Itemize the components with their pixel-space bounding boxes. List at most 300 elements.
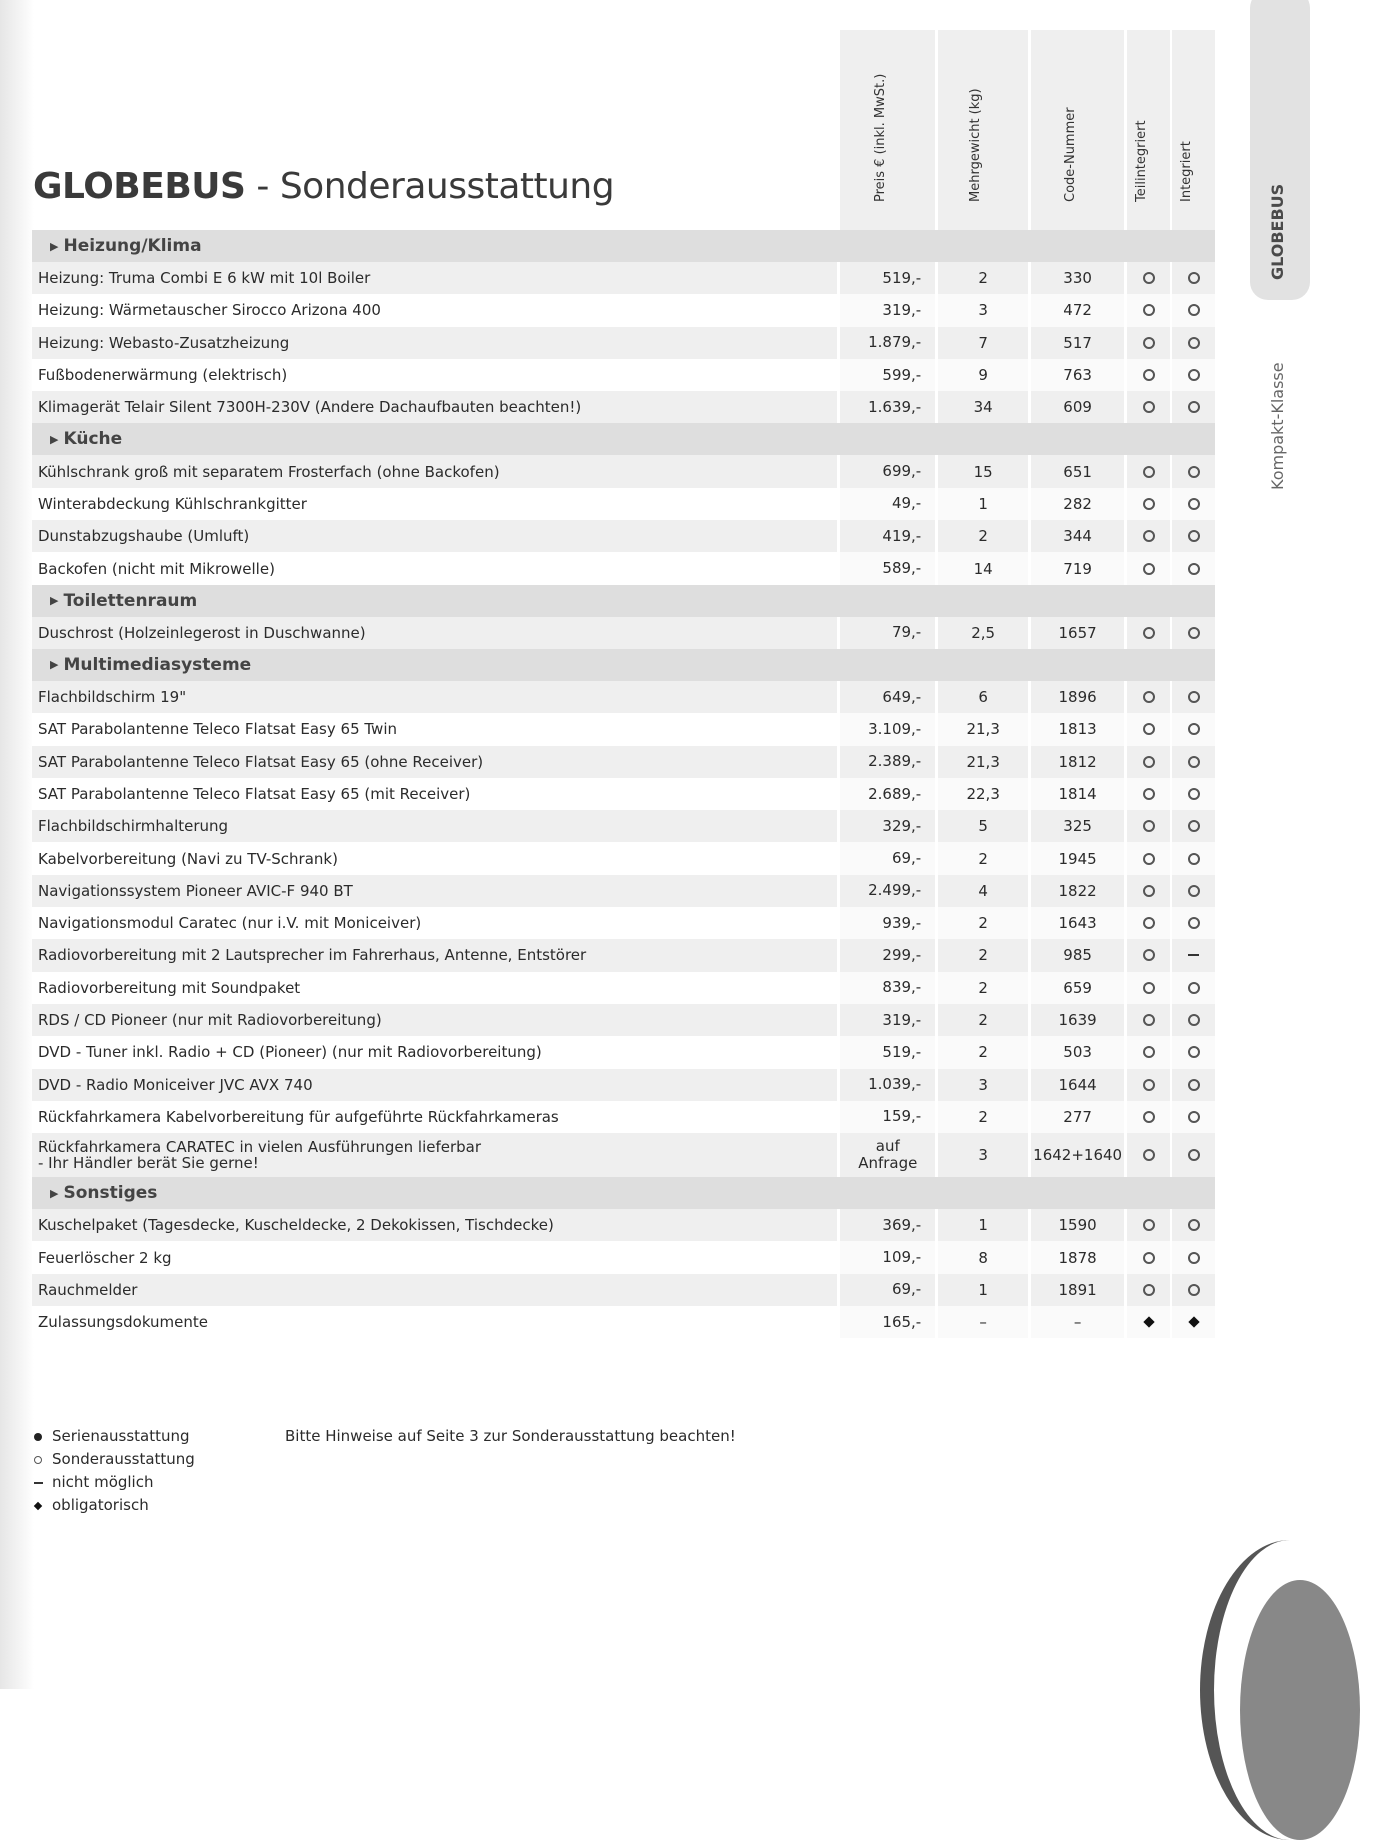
row-weight: 34 [938,391,1028,423]
table-row [32,359,1215,391]
row-teilintegriert [1127,1274,1170,1306]
row-weight: 21,3 [938,746,1028,778]
row-weight: 2 [938,972,1028,1004]
section-title: Multimediasysteme [63,654,252,675]
circle-icon [1188,1252,1200,1264]
section-header [32,423,1215,455]
row-code: 651 [1031,455,1124,487]
row-teilintegriert [1127,391,1170,423]
row-price-line: auf [875,1137,900,1156]
row-description: Heizung: Wärmetauscher Sirocco Arizona 400 [32,294,837,326]
row-integriert [1172,552,1215,584]
row-weight: 6 [938,681,1028,713]
row-code: 1813 [1031,713,1124,745]
row-teilintegriert [1127,810,1170,842]
row-teilintegriert [1127,1133,1170,1177]
table-row [32,907,1215,939]
circle-icon [1188,1014,1200,1026]
table-row [32,681,1215,713]
circle-icon [1143,369,1155,381]
table-row [32,1069,1215,1101]
row-price: 79,- [840,617,935,649]
side-tab-label: GLOBEBUS [1268,183,1287,280]
legend-marker [32,1433,44,1441]
section-title: Toilettenraum [63,590,198,611]
circle-icon [1188,530,1200,542]
row-weight: 1 [938,488,1028,520]
row-description: Fußbodenerwärmung (elektrisch) [32,359,837,391]
triangle-right-icon: ▶ [50,594,59,608]
row-description: DVD - Tuner inkl. Radio + CD (Pioneer) (nur mit Radiovorbereitung) [32,1036,837,1068]
row-price: 589,- [840,552,935,584]
row-weight: 5 [938,810,1028,842]
row-code: 1945 [1031,842,1124,874]
row-code: 325 [1031,810,1124,842]
row-weight: 2 [938,262,1028,294]
row-description: Dunstabzugshaube (Umluft) [32,520,837,552]
row-price: 49,- [840,488,935,520]
row-integriert [1172,391,1215,423]
equipment-table [32,230,1215,1338]
circle-icon [1143,1252,1155,1264]
dot-icon [34,1433,42,1441]
row-description: Kühlschrank groß mit separatem Frosterfach (ohne Backofen) [32,455,837,487]
table-row [32,1036,1215,1068]
row-integriert [1172,842,1215,874]
row-description: Flachbildschirmhalterung [32,810,837,842]
table-row [32,972,1215,1004]
row-price: 69,- [840,1274,935,1306]
row-description: SAT Parabolantenne Teleco Flatsat Easy 65 Twin [32,713,837,745]
row-description: Kuschelpaket (Tagesdecke, Kuscheldecke, 2 Dekokissen, Tischdecke) [32,1209,837,1241]
row-code: 344 [1031,520,1124,552]
row-code: 472 [1031,294,1124,326]
decorative-swoosh [1200,1540,1380,1840]
circle-icon [1188,1079,1200,1091]
circle-icon [1143,1111,1155,1123]
row-teilintegriert [1127,713,1170,745]
row-weight: 1 [938,1209,1028,1241]
table-row [32,778,1215,810]
row-price: 519,- [840,1036,935,1068]
table-row [32,713,1215,745]
row-integriert [1172,778,1215,810]
section-header [32,649,1215,681]
row-code: 659 [1031,972,1124,1004]
circle-icon [1188,466,1200,478]
table-row [32,1004,1215,1036]
row-price: 2.389,- [840,746,935,778]
circle-icon [1143,1079,1155,1091]
column-header-integriert [1172,30,1215,230]
circle-icon [1188,304,1200,316]
row-teilintegriert [1127,681,1170,713]
row-description: Radiovorbereitung mit Soundpaket [32,972,837,1004]
row-integriert [1172,810,1215,842]
circle-icon [1188,627,1200,639]
row-price: 329,- [840,810,935,842]
side-class-label: Kompakt-Klasse [1268,362,1287,490]
row-teilintegriert [1127,1241,1170,1273]
row-weight: 2,5 [938,617,1028,649]
row-code: 1878 [1031,1241,1124,1273]
table-row [32,391,1215,423]
circle-icon [1143,756,1155,768]
table-row [32,1274,1215,1306]
diamond-icon [1188,1316,1199,1327]
row-code: 282 [1031,488,1124,520]
row-price: 1.639,- [840,391,935,423]
row-teilintegriert [1127,939,1170,971]
row-code: 277 [1031,1101,1124,1133]
table-row [32,1101,1215,1133]
circle-icon [1143,723,1155,735]
row-weight: 8 [938,1241,1028,1273]
row-price: 109,- [840,1241,935,1273]
row-integriert [1172,1274,1215,1306]
row-integriert [1172,1036,1215,1068]
row-description: Rückfahrkamera Kabelvorbereitung für aufgeführte Rückfahrkameras [32,1101,837,1133]
table-row [32,520,1215,552]
row-code: 1643 [1031,907,1124,939]
row-teilintegriert [1127,552,1170,584]
row-price: 3.109,- [840,713,935,745]
diamond-icon [34,1501,42,1509]
table-row [32,939,1215,971]
circle-icon [1143,1149,1155,1161]
table-row [32,1209,1215,1241]
table-row [32,617,1215,649]
row-code: 1891 [1031,1274,1124,1306]
side-tab-globebus[interactable] [1250,0,1310,300]
circle-icon [1143,401,1155,413]
circle-icon [1143,563,1155,575]
circle-icon [1143,1284,1155,1296]
row-weight: 2 [938,520,1028,552]
row-description: SAT Parabolantenne Teleco Flatsat Easy 65 (ohne Receiver) [32,746,837,778]
table-row [32,810,1215,842]
circle-icon [1143,530,1155,542]
row-integriert [1172,1004,1215,1036]
circle-icon [1188,788,1200,800]
legend-marker [32,1503,44,1509]
circle-icon [1188,1284,1200,1296]
row-description: Navigationsmodul Caratec (nur i.V. mit Moniceiver) [32,907,837,939]
title-brand: GLOBEBUS [33,166,246,207]
row-integriert [1172,359,1215,391]
row-teilintegriert [1127,842,1170,874]
row-description: Duschrost (Holzeinlegerost in Duschwanne) [32,617,837,649]
legend-label: Serienausstattung [52,1427,190,1445]
table-row [32,1241,1215,1273]
page-title [33,166,614,207]
row-teilintegriert [1127,1069,1170,1101]
row-code: 517 [1031,327,1124,359]
legend-item [32,1494,195,1517]
circle-icon [1188,337,1200,349]
circle-icon [34,1456,42,1464]
circle-icon [1188,1149,1200,1161]
row-price: 939,- [840,907,935,939]
row-weight: 2 [938,1036,1028,1068]
triangle-right-icon: ▶ [50,239,59,253]
circle-icon [1143,788,1155,800]
row-weight: 3 [938,1133,1028,1177]
row-description: DVD - Radio Moniceiver JVC AVX 740 [32,1069,837,1101]
circle-icon [1188,691,1200,703]
row-price: 519,- [840,262,935,294]
row-description: Heizung: Truma Combi E 6 kW mit 10l Boiler [32,262,837,294]
circle-icon [1143,498,1155,510]
row-price: 159,- [840,1101,935,1133]
row-code: 763 [1031,359,1124,391]
circle-icon [1143,466,1155,478]
circle-icon [1188,1046,1200,1058]
row-teilintegriert [1127,455,1170,487]
column-header-teilintegriert-label: Teilintegriert [1133,120,1149,202]
row-weight: – [938,1306,1028,1338]
table-row [32,552,1215,584]
column-header-price-label: Preis € (inkl. MwSt.) [872,73,888,202]
triangle-right-icon: ▶ [50,658,59,672]
triangle-right-icon: ▶ [50,1186,59,1200]
row-price: 1.879,- [840,327,935,359]
row-teilintegriert [1127,1306,1170,1338]
circle-icon [1188,563,1200,575]
diamond-icon [1143,1316,1154,1327]
row-code: 1639 [1031,1004,1124,1036]
footnote: Bitte Hinweise auf Seite 3 zur Sonderausstattung beachten! [285,1427,736,1445]
row-description: Zulassungsdokumente [32,1306,837,1338]
row-integriert [1172,617,1215,649]
legend-item [32,1471,195,1494]
page-edge-shadow [0,0,34,1689]
row-integriert [1172,1101,1215,1133]
triangle-right-icon: ▶ [50,432,59,446]
legend-item [32,1425,195,1448]
row-integriert [1172,1069,1215,1101]
row-teilintegriert [1127,617,1170,649]
circle-icon [1188,756,1200,768]
row-price: 299,- [840,939,935,971]
row-weight: 1 [938,1274,1028,1306]
row-code: 1814 [1031,778,1124,810]
row-code: 985 [1031,939,1124,971]
table-row [32,746,1215,778]
row-price: 369,- [840,1209,935,1241]
row-integriert [1172,1306,1215,1338]
table-row [32,842,1215,874]
column-header-code-label: Code-Nummer [1062,107,1078,202]
row-integriert [1172,262,1215,294]
row-teilintegriert [1127,746,1170,778]
row-integriert [1172,746,1215,778]
section-title: Heizung/Klima [63,236,202,256]
dash-icon [34,1482,43,1484]
row-teilintegriert [1127,262,1170,294]
row-weight: 2 [938,1101,1028,1133]
row-teilintegriert [1127,327,1170,359]
row-price: 419,- [840,520,935,552]
legend-label: obligatorisch [52,1496,149,1514]
row-integriert [1172,520,1215,552]
circle-icon [1188,401,1200,413]
circle-icon [1143,272,1155,284]
circle-icon [1143,853,1155,865]
row-price [840,1133,935,1177]
circle-icon [1143,982,1155,994]
row-integriert [1172,455,1215,487]
row-teilintegriert [1127,1101,1170,1133]
row-description: SAT Parabolantenne Teleco Flatsat Easy 65 (mit Receiver) [32,778,837,810]
row-description: Winterabdeckung Kühlschrankgitter [32,488,837,520]
row-integriert [1172,907,1215,939]
row-description: RDS / CD Pioneer (nur mit Radiovorbereitung) [32,1004,837,1036]
circle-icon [1188,272,1200,284]
row-description: Heizung: Webasto-Zusatzheizung [32,327,837,359]
row-teilintegriert [1127,875,1170,907]
circle-icon [1143,691,1155,703]
row-price: 319,- [840,294,935,326]
row-weight: 22,3 [938,778,1028,810]
section-title: Küche [63,429,123,450]
row-weight: 2 [938,907,1028,939]
row-description: Flachbildschirm 19" [32,681,837,713]
row-teilintegriert [1127,294,1170,326]
circle-icon [1143,1046,1155,1058]
table-row [32,455,1215,487]
column-header-teilintegriert [1127,30,1170,230]
circle-icon [1188,853,1200,865]
column-header-code [1031,30,1124,230]
row-description: Rauchmelder [32,1274,837,1306]
row-description-line: Rückfahrkamera CARATEC in vielen Ausführungen lieferbar [38,1138,482,1157]
row-description [32,1133,837,1177]
column-header-weight-label: Mehrgewicht (kg) [968,88,983,202]
row-price: 165,- [840,1306,935,1338]
row-weight: 7 [938,327,1028,359]
row-price: 599,- [840,359,935,391]
row-weight: 14 [938,552,1028,584]
row-price: 2.499,- [840,875,935,907]
row-integriert [1172,1133,1215,1177]
row-weight: 2 [938,842,1028,874]
legend [32,1425,195,1517]
row-description: Navigationssystem Pioneer AVIC-F 940 BT [32,875,837,907]
row-code: 1812 [1031,746,1124,778]
title-suffix: - Sonderausstattung [245,166,615,207]
legend-marker [32,1482,44,1484]
section-header [32,230,1215,262]
row-teilintegriert [1127,520,1170,552]
row-code: 1896 [1031,681,1124,713]
circle-icon [1143,949,1155,961]
section-header [32,585,1215,617]
legend-label: nicht möglich [52,1473,154,1491]
table-row [32,1133,1215,1177]
row-weight: 4 [938,875,1028,907]
column-header-price [840,30,935,230]
row-weight: 21,3 [938,713,1028,745]
row-price: 69,- [840,842,935,874]
row-integriert [1172,875,1215,907]
circle-icon [1143,1219,1155,1231]
row-price: 839,- [840,972,935,1004]
circle-icon [1188,820,1200,832]
row-weight: 3 [938,1069,1028,1101]
circle-icon [1143,917,1155,929]
row-code: 330 [1031,262,1124,294]
row-code: 609 [1031,391,1124,423]
table-row [32,294,1215,326]
row-integriert [1172,1209,1215,1241]
row-description: Kabelvorbereitung (Navi zu TV-Schrank) [32,842,837,874]
circle-icon [1143,337,1155,349]
row-code: 1590 [1031,1209,1124,1241]
row-price: 319,- [840,1004,935,1036]
side-tab-kompakt-klasse[interactable] [1250,320,1287,520]
table-row [32,327,1215,359]
row-weight: 2 [938,1004,1028,1036]
legend-label: Sonderausstattung [52,1450,195,1468]
table-row [32,488,1215,520]
row-integriert [1172,488,1215,520]
row-description-line: - Ihr Händler berät Sie gerne! [38,1154,259,1173]
row-weight: 3 [938,294,1028,326]
row-price-line: Anfrage [858,1154,918,1173]
dash-icon [1188,954,1199,956]
circle-icon [1143,627,1155,639]
table-row [32,262,1215,294]
column-header-integriert-label: Integriert [1178,141,1194,202]
row-code: 1657 [1031,617,1124,649]
row-code: 1644 [1031,1069,1124,1101]
row-description: Feuerlöscher 2 kg [32,1241,837,1273]
circle-icon [1188,1219,1200,1231]
row-integriert [1172,713,1215,745]
row-code: 1642+1640 [1031,1133,1124,1177]
circle-icon [1188,917,1200,929]
row-teilintegriert [1127,907,1170,939]
circle-icon [1188,723,1200,735]
row-integriert [1172,939,1215,971]
row-description: Klimagerät Telair Silent 7300H-230V (Andere Dachaufbauten beachten!) [32,391,837,423]
table-row [32,1306,1215,1338]
circle-icon [1188,369,1200,381]
row-teilintegriert [1127,1209,1170,1241]
column-header-weight [938,30,1028,230]
row-teilintegriert [1127,778,1170,810]
row-integriert [1172,294,1215,326]
circle-icon [1143,1014,1155,1026]
row-code: 503 [1031,1036,1124,1068]
row-teilintegriert [1127,972,1170,1004]
row-code: 719 [1031,552,1124,584]
row-integriert [1172,972,1215,1004]
row-integriert [1172,327,1215,359]
legend-marker [32,1456,44,1464]
row-description: Radiovorbereitung mit 2 Lautsprecher im Fahrerhaus, Antenne, Entstörer [32,939,837,971]
row-description: Backofen (nicht mit Mikrowelle) [32,552,837,584]
row-integriert [1172,681,1215,713]
circle-icon [1143,304,1155,316]
circle-icon [1188,982,1200,994]
row-teilintegriert [1127,359,1170,391]
row-teilintegriert [1127,1004,1170,1036]
legend-item [32,1448,195,1471]
row-weight: 2 [938,939,1028,971]
row-teilintegriert [1127,1036,1170,1068]
